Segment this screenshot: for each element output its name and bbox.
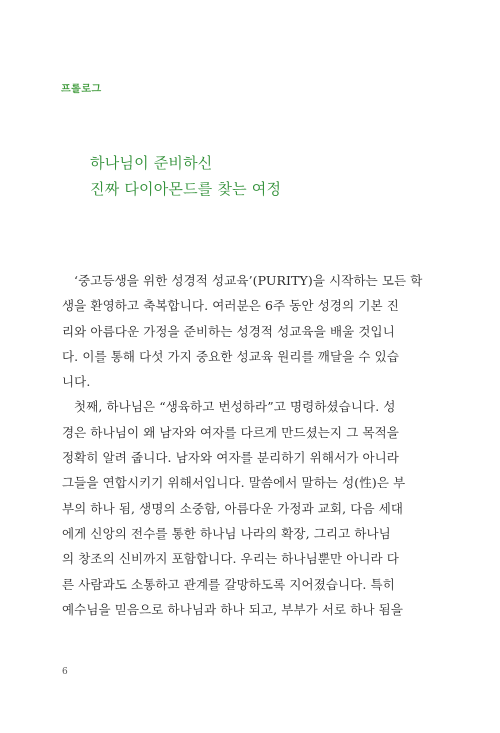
body-line: 의 창조의 신비까지 포함합니다. 우리는 하나님뿐만 아니라 다 xyxy=(62,551,399,567)
chapter-title xyxy=(90,150,281,202)
body-line: 리와 아름다운 가정을 준비하는 성경적 성교육을 배울 것입니 xyxy=(62,323,395,339)
chapter-title-line-1: 하나님이 준비하신 xyxy=(90,154,213,172)
body-line: 에게 신앙의 전수를 통한 하나님 나라의 확장, 그리고 하나님 xyxy=(62,525,391,541)
body-line: 른 사람과도 소통하고 관계를 갈망하도록 지어졌습니다. 특히 xyxy=(62,576,395,592)
body-line: 부의 하나 됨, 생명의 소중함, 아름다운 가정과 교회, 다음 세대 xyxy=(62,500,404,516)
body-line: 첫째, 하나님은 “생육하고 번성하라”고 명령하셨습니다. 성 xyxy=(74,399,396,415)
body-line: 정확히 알려 줍니다. 남자와 여자를 분리하기 위해서가 아니라 xyxy=(62,450,399,466)
body-line: 경은 하나님이 왜 남자와 여자를 다르게 만드셨는지 그 목적을 xyxy=(62,424,399,440)
body-line: 그들을 연합시키기 위해서입니다. 말씀에서 말하는 성(性)은 부 xyxy=(62,475,406,491)
page-number: 6 xyxy=(62,667,68,677)
body-line: 생을 환영하고 축복합니다. 여러분은 6주 동안 성경의 기본 진 xyxy=(62,298,399,314)
body-line: 다. 이를 통해 다섯 가지 중요한 성교육 원리를 깨달을 수 있습 xyxy=(62,348,400,364)
body-line: ‘중고등생을 위한 성경적 성교육’(PURITY)을 시작하는 모든 학 xyxy=(74,273,423,288)
chapter-title-line-2: 진짜 다이아몬드를 찾는 여정 xyxy=(90,180,282,198)
section-label: 프롤로그 xyxy=(61,84,102,95)
body-line: 니다. xyxy=(62,374,91,390)
body-line: 예수님을 믿음으로 하나님과 하나 되고, 부부가 서로 하나 됨을 xyxy=(62,601,404,617)
body-text xyxy=(62,268,440,622)
